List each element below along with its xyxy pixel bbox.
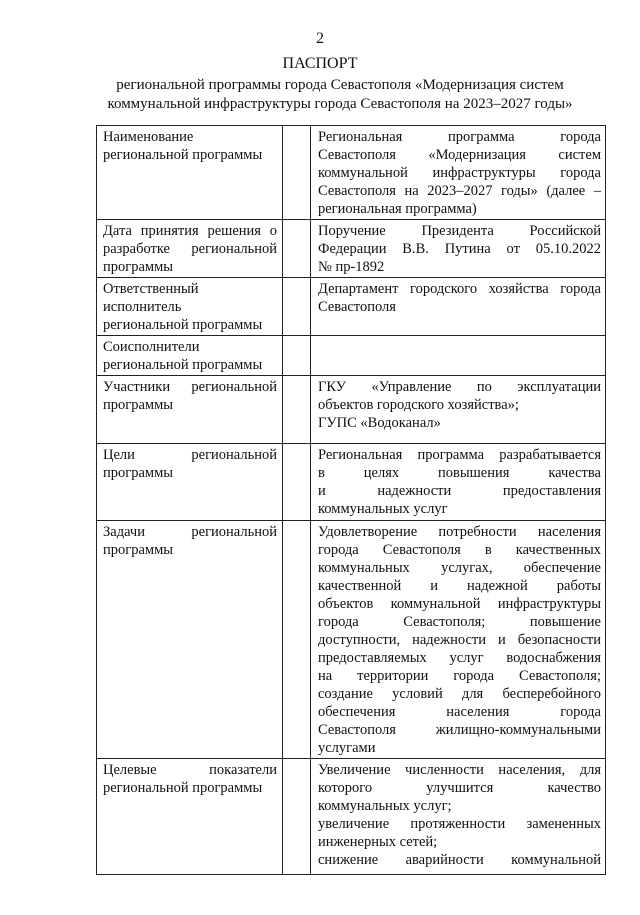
row-value-cell xyxy=(311,278,606,336)
table-row xyxy=(97,521,606,759)
row-value-cell xyxy=(311,220,606,278)
row-value-cell xyxy=(311,336,606,376)
row-value-line: Увеличение численности населения, для xyxy=(318,762,601,778)
separator-cell xyxy=(283,336,311,376)
row-name-line: Ответственный xyxy=(103,281,199,297)
row-name-line: региональной программы xyxy=(103,780,263,796)
row-value-line: обеспечения населения города xyxy=(318,704,601,720)
row-value-line: Региональная программа города xyxy=(318,129,601,145)
table-row xyxy=(97,444,606,521)
row-value-line: доступности, надежности и безопасности xyxy=(318,632,601,648)
row-value-line: города Севастополя; повышение xyxy=(318,614,601,630)
row-name-line: разработке региональной xyxy=(103,241,277,257)
table-row xyxy=(97,376,606,444)
table-row xyxy=(97,759,606,875)
row-value-line: создание условий для бесперебойного xyxy=(318,686,601,702)
row-name-line: Наименование xyxy=(103,129,194,145)
separator-cell xyxy=(283,376,311,444)
row-value-line: в целях повышения качества xyxy=(318,465,601,481)
subtitle-line: региональной программы города Севастополя «Модернизация систем xyxy=(116,77,564,93)
row-value-cell xyxy=(311,521,606,759)
table-row xyxy=(97,336,606,376)
row-value-line: на территории города Севастополя; xyxy=(318,668,601,684)
row-value-cell xyxy=(311,444,606,521)
separator-cell xyxy=(283,444,311,521)
row-value-line: Федерации В.В. Путина от 05.10.2022 xyxy=(318,241,601,257)
row-name-line: региональной программы xyxy=(103,147,263,163)
row-name-cell xyxy=(97,126,283,220)
separator-cell xyxy=(283,521,311,759)
row-name-cell xyxy=(97,220,283,278)
row-name-line: программы xyxy=(103,465,173,481)
row-value-line: Севастополя xyxy=(318,299,396,315)
separator-cell xyxy=(283,759,311,875)
row-name-line: программы xyxy=(103,259,173,275)
row-name-line: Задачи региональной xyxy=(103,524,277,540)
row-value-line: коммунальных услугах, обеспечение xyxy=(318,560,601,576)
row-value-line: коммунальных услуг xyxy=(318,501,448,517)
row-name-line: Цели региональной xyxy=(103,447,277,463)
row-name-line: Участники региональной xyxy=(103,379,277,395)
row-value-line: снижение аварийности коммунальной xyxy=(318,852,601,868)
row-value-cell xyxy=(311,376,606,444)
row-value-line: и надежности предоставления xyxy=(318,483,601,499)
document-title: ПАСПОРТ xyxy=(282,55,358,72)
table-row xyxy=(97,220,606,278)
row-value-line: коммунальной инфраструктуры города xyxy=(318,165,601,181)
separator-cell xyxy=(283,278,311,336)
row-name-cell xyxy=(97,521,283,759)
row-name-cell xyxy=(97,444,283,521)
row-value-line: объектов городского хозяйства»; xyxy=(318,397,519,413)
table-row xyxy=(97,126,606,220)
row-value-cell xyxy=(311,126,606,220)
row-name-cell xyxy=(97,336,283,376)
row-value-line: Удовлетворение потребности населения xyxy=(318,524,601,540)
row-value-cell xyxy=(311,759,606,875)
document-subtitle xyxy=(60,76,620,114)
row-value-line: № пр-1892 xyxy=(318,259,385,275)
page-number: 2 xyxy=(316,30,324,47)
table-row xyxy=(97,278,606,336)
row-name-line: программы xyxy=(103,397,173,413)
row-name-line: Дата принятия решения о xyxy=(103,223,277,239)
row-value-line: Севастополя жилищно-коммунальными xyxy=(318,722,601,738)
row-value-line: ГУПС «Водоканал» xyxy=(318,415,441,431)
row-value-line: города Севастополя в качественных xyxy=(318,542,601,558)
separator-cell xyxy=(283,220,311,278)
row-value-line: инженерных сетей; xyxy=(318,834,438,850)
row-name-line: региональной программы xyxy=(103,357,263,373)
row-value-line: региональная программа) xyxy=(318,201,477,217)
row-name-cell xyxy=(97,759,283,875)
passport-table xyxy=(96,125,606,875)
row-name-line: региональной программы xyxy=(103,317,263,333)
row-value-line: коммунальных услуг; xyxy=(318,798,452,814)
row-name-line: исполнитель xyxy=(103,299,182,315)
row-value-line: Севастополя «Модернизация систем xyxy=(318,147,601,163)
row-value-line: Департамент городского хозяйства города xyxy=(318,281,601,297)
row-value-line: предоставляемых услуг водоснабжения xyxy=(318,650,601,666)
separator-cell xyxy=(283,126,311,220)
row-value-line: Региональная программа разрабатывается xyxy=(318,447,601,463)
row-value-line: ГКУ «Управление по эксплуатации xyxy=(318,379,601,395)
row-value-line: качественной и надежной работы xyxy=(318,578,601,594)
subtitle-line: коммунальной инфраструктуры города Севастополя на 2023–2027 годы» xyxy=(107,96,573,112)
row-value-line: Севастополя на 2023–2027 годы» (далее – xyxy=(318,183,601,199)
row-name-line: Соисполнители xyxy=(103,339,200,355)
row-name-line: программы xyxy=(103,542,173,558)
row-name-cell xyxy=(97,278,283,336)
row-value-line: увеличение протяженности замененных xyxy=(318,816,601,832)
row-value-line: услугами xyxy=(318,740,376,756)
row-value-line: объектов коммунальной инфраструктуры xyxy=(318,596,601,612)
row-value-line: которого улучшится качество xyxy=(318,780,601,796)
row-name-cell xyxy=(97,376,283,444)
row-name-line: Целевые показатели xyxy=(103,762,277,778)
row-value-line: Поручение Президента Российской xyxy=(318,223,601,239)
